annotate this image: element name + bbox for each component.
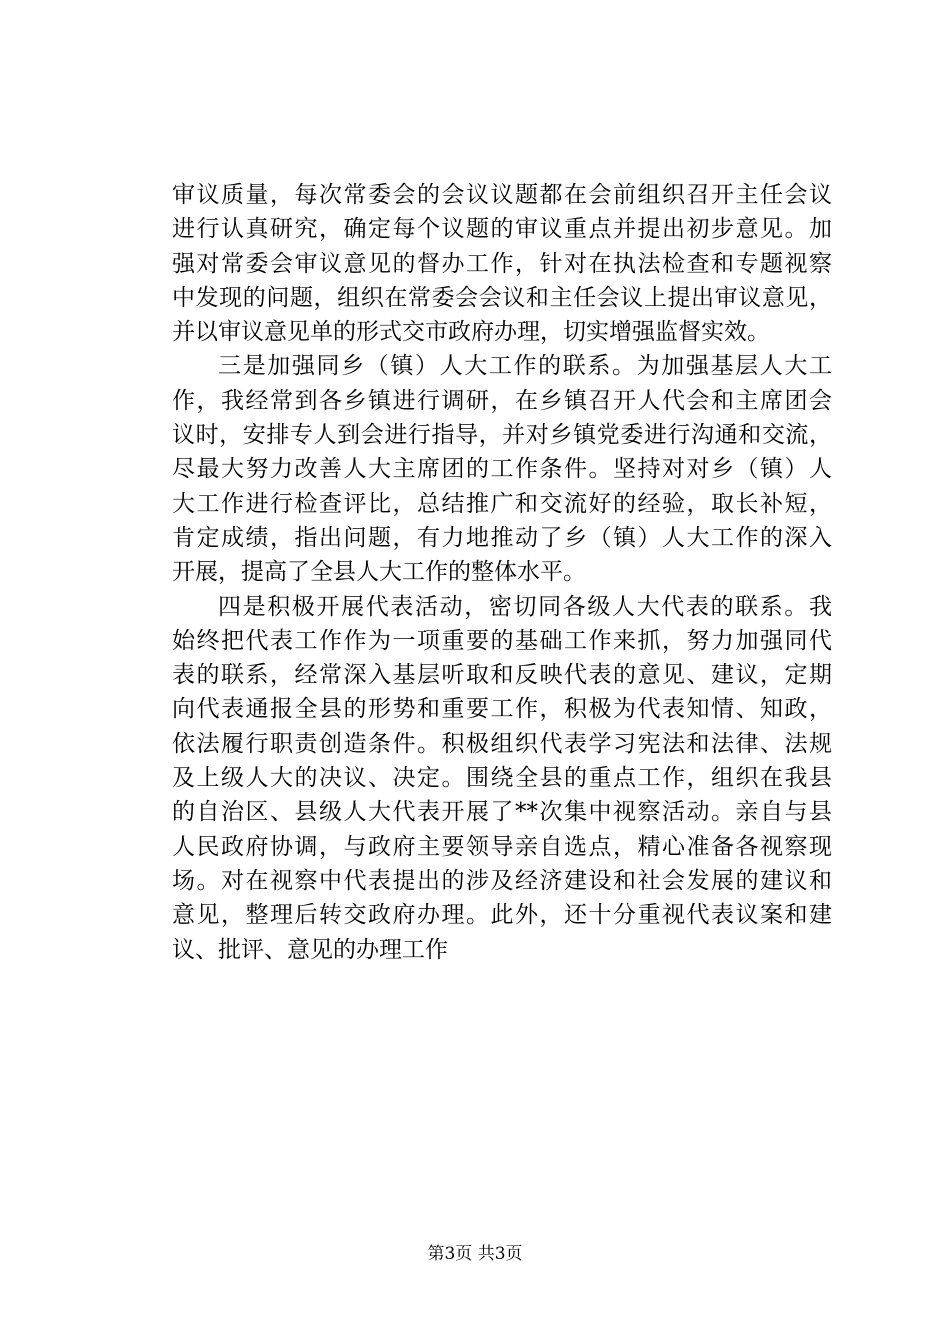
text-line: 审议质量，每次常委会的会议议题都在会前组织召开主任会议 — [172, 182, 832, 208]
text-line: 强对常委会审议意见的督办工作，针对在执法检查和专题视察 — [172, 250, 832, 277]
text-line: 议、批评、意见的办理工作 — [172, 936, 448, 963]
text-line: 议时，安排专人到会进行指导，并对乡镇党委进行沟通和交流， — [172, 422, 832, 449]
text-line: 中发现的问题，组织在常委会会议和主任会议上提出审议意见， — [172, 284, 832, 311]
text-line: 尽最大努力改善人大主席团的工作条件。坚持对对乡（镇）人 — [172, 456, 832, 483]
text-line: 及上级人大的决议、决定。围绕全县的重点工作，组织在我县 — [172, 765, 832, 792]
text-line: 场。对在视察中代表提出的涉及经济建设和社会发展的建议和 — [172, 867, 832, 894]
page-number-footer: 第3页 共3页 — [427, 1244, 523, 1264]
text-line: 肯定成绩，指出问题，有力地推动了乡（镇）人大工作的深入 — [172, 524, 832, 551]
text-line: 并以审议意见单的形式交市政府办理，切实增强监督实效。 — [172, 319, 770, 346]
text-line: 的自治区、县级人大代表开展了**次集中视察活动。亲自与县 — [172, 799, 832, 826]
document-body — [172, 178, 832, 967]
text-line: 大工作进行检查评比，总结推广和交流好的经验，取长补短， — [172, 490, 832, 517]
text-line: 始终把代表工作作为一项重要的基础工作来抓，努力加强同代 — [172, 627, 832, 654]
text-line: 作，我经常到各乡镇进行调研，在乡镇召开人代会和主席团会 — [172, 387, 832, 414]
text-line: 表的联系，经常深入基层听取和反映代表的意见、建议，定期 — [172, 662, 832, 689]
text-line: 人民政府协调，与政府主要领导亲自选点，精心准备各视察现 — [172, 833, 832, 860]
paragraph-start-line: 三是加强同乡（镇）人大工作的联系。为加强基层人大工 — [218, 353, 832, 380]
text-line: 开展，提高了全县人大工作的整体水平。 — [172, 559, 586, 586]
text-line: 进行认真研究，确定每个议题的审议重点并提出初步意见。加 — [172, 216, 832, 243]
paragraph-start-line: 四是积极开展代表活动，密切同各级人大代表的联系。我 — [218, 593, 832, 620]
text-line: 向代表通报全县的形势和重要工作，积极为代表知情、知政， — [172, 696, 832, 723]
text-line: 依法履行职责创造条件。积极组织代表学习宪法和法律、法规 — [172, 730, 832, 757]
text-line: 意见，整理后转交政府办理。此外，还十分重视代表议案和建 — [172, 902, 832, 929]
